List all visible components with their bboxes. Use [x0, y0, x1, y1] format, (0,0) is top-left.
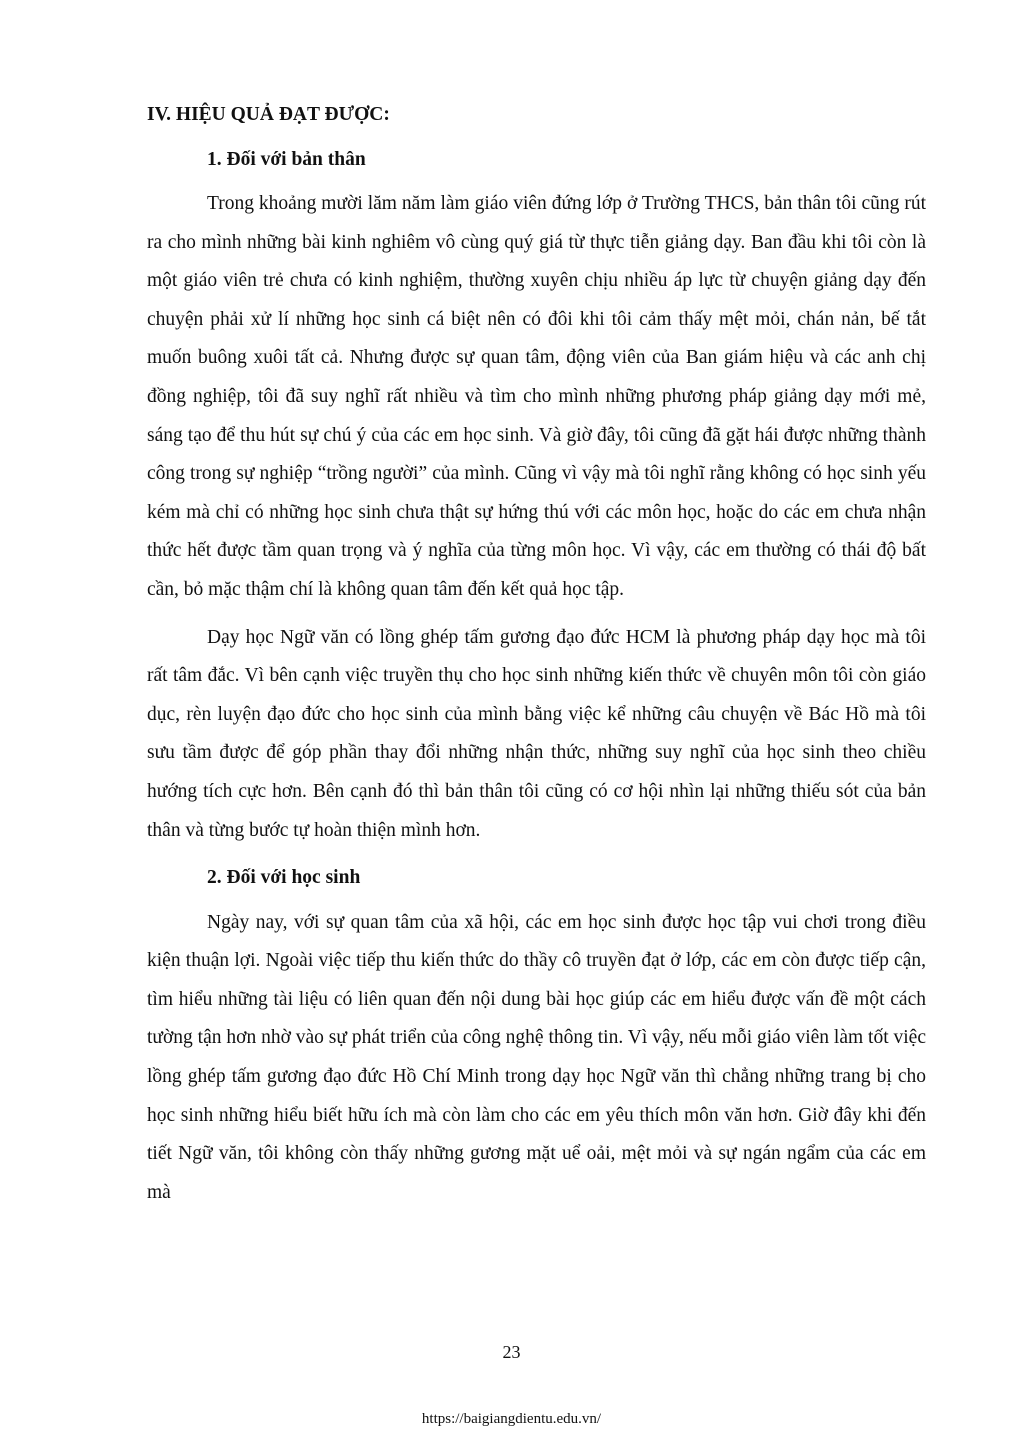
page-content — [147, 96, 926, 1212]
section-heading: IV. HIỆU QUẢ ĐẠT ĐƯỢC: — [147, 104, 390, 125]
subsection-heading-students: 2. Đối với học sinh — [207, 867, 361, 889]
paragraph: Ngày nay, với sự quan tâm của xã hội, các em học sinh được học tập vui chơi trong điều kiện thuận lợi. Ngoài việc tiếp thu kiến thức do thầy cô truyền đạt ở lớp, các em còn được tiếp cận, tìm hiểu những tài liệu có liên quan đến nội dung bài học giúp các em hiểu được vấn đề một cách tường tận hơn nhờ vào sự phát triển của công nghệ thông tin. Vì vậy, nếu mỗi giáo viên làm tốt việc lồng ghép tấm gương đạo đức Hồ Chí Minh trong dạy học Ngữ văn thì chẳng những trang bị cho học sinh những hiểu biết hữu ích mà còn làm cho các em yêu thích môn văn hơn. Giờ đây khi đến tiết Ngữ văn, tôi không còn thấy những gương mặt uể oải, mệt mỏi và sự ngán ngẩm của các em mà — [147, 911, 926, 1203]
paragraph: Dạy học Ngữ văn có lồng ghép tấm gương đạo đức HCM là phương pháp dạy học mà tôi rất tâm đắc. Vì bên cạnh việc truyền thụ cho học sinh những kiến thức về chuyên môn tôi còn giáo dục, rèn luyện đạo đức cho học sinh của mình bằng việc kể những câu chuyện về Bác Hồ mà tôi sưu tầm được để góp phần thay đổi những nhận thức, những suy nghĩ của học sinh theo chiều hướng tích cực hơn. Bên cạnh đó thì bản thân tôi cũng có cơ hội nhìn lại những thiếu sót của bản thân và từng bước tự hoàn thiện mình hơn. — [147, 626, 926, 841]
paragraph: Trong khoảng mười lăm năm làm giáo viên đứng lớp ở Trường THCS, bản thân tôi cũng rút ra cho mình những bài kinh nghiêm vô cùng quý giá từ thực tiễn giảng dạy. Ban đầu khi tôi còn là một giáo viên trẻ chưa có kinh nghiệm, thường xuyên chịu nhiều áp lực từ chuyện giảng dạy đến chuyện phải xử lí những học sinh cá biệt nên có đôi khi tôi cảm thấy mệt mỏi, chán nản, bế tắt muốn buông xuôi tất cả. Nhưng được sự quan tâm, động viên của Ban giám hiệu và các anh chị đồng nghiệp, tôi đã suy nghĩ rất nhiều và tìm cho mình những phương pháp giảng dạy mới mẻ, sáng tạo để thu hút sự chú ý của các em học sinh. Và giờ đây, tôi cũng đã gặt hái được những thành công trong sự nghiệp “trồng người” của mình. Cũng vì vậy mà tôi nghĩ rằng không có học sinh yếu kém mà chỉ có những học sinh chưa thật sự hứng thú với các môn học, hoặc do các em chưa nhận thức hết được tầm quan trọng và ý nghĩa của từng môn học. Vì vậy, các em thường có thái độ bất cần, bỏ mặc thậm chí là không quan tâm đến kết quả học tập. — [147, 193, 926, 600]
page-number: 23 — [502, 1342, 521, 1362]
footer-url: https://baigiangdientu.edu.vn/ — [421, 1411, 602, 1427]
subsection-heading-self: 1. Đối với bản thân — [207, 148, 366, 170]
